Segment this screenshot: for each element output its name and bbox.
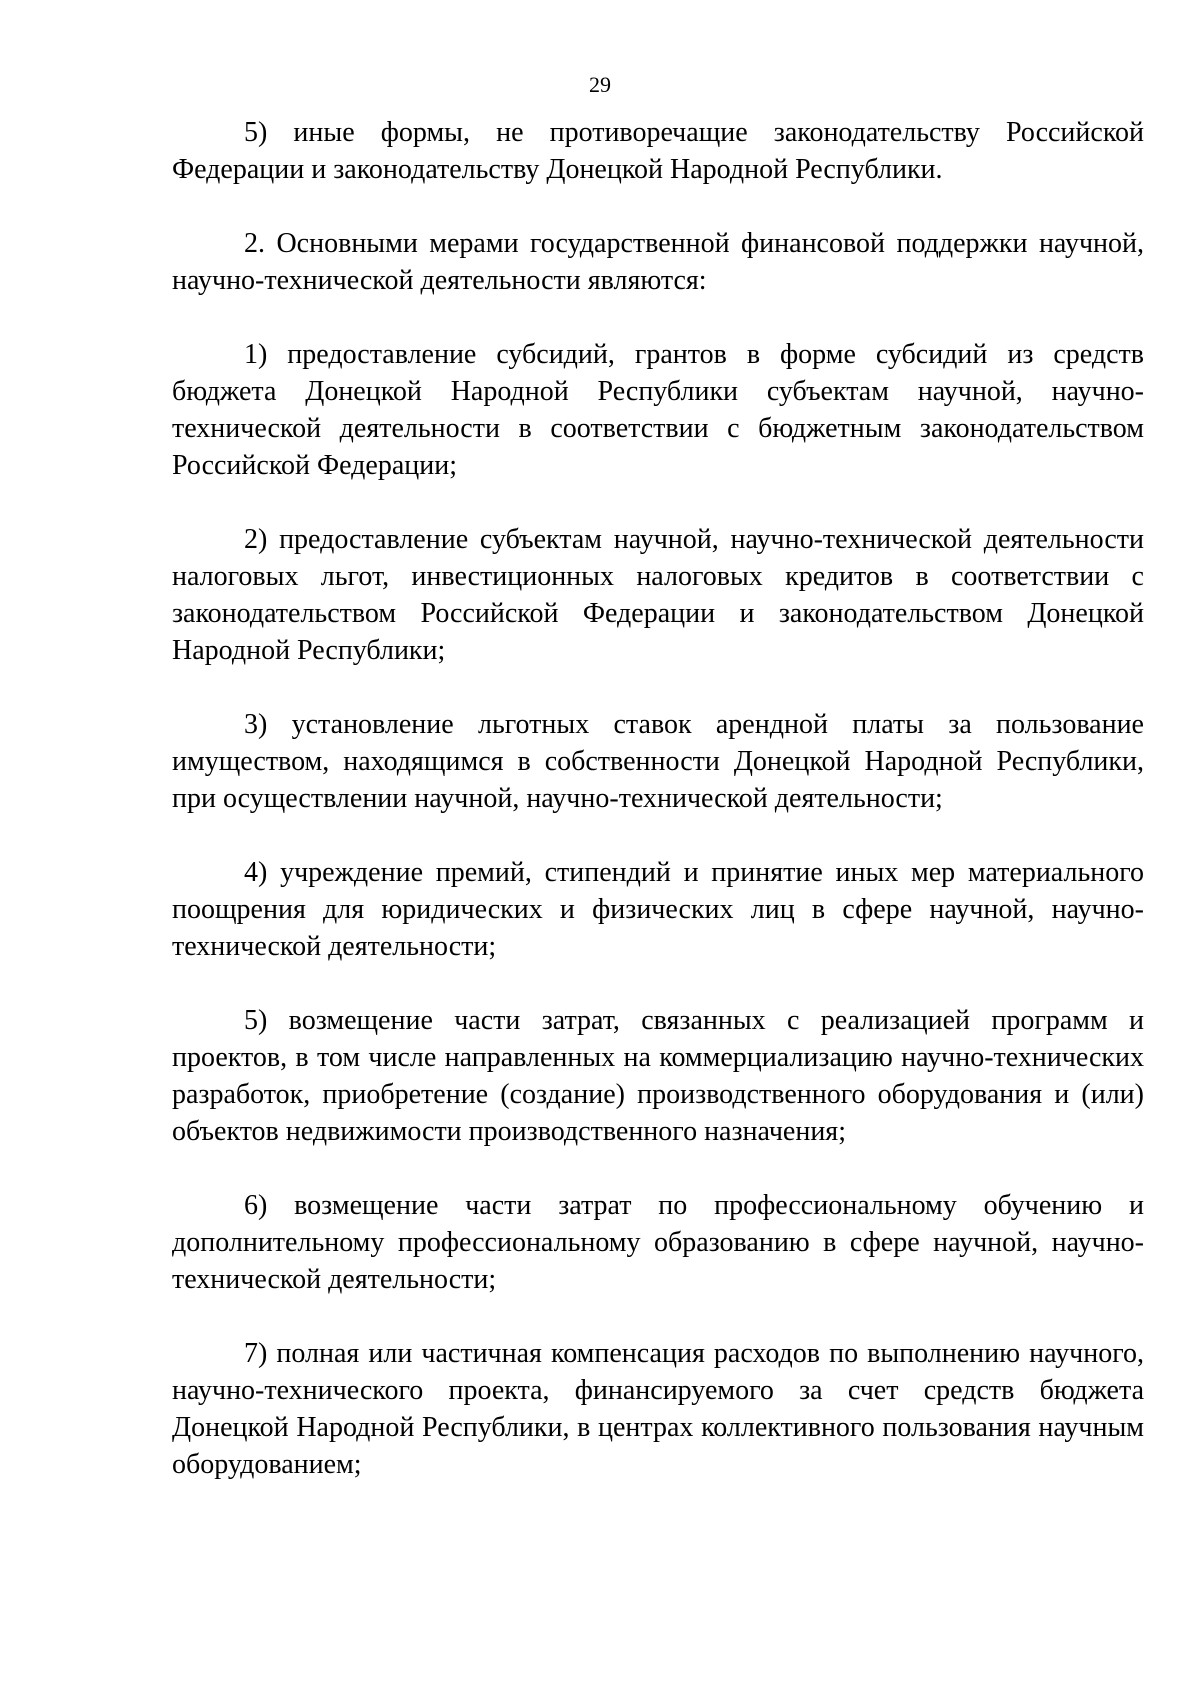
paragraph-item-3-rent-rates: 3) установление льготных ставок арендной платы за пользование имуществом, находящимся в собственности Донецкой Народной Республики, при осуществлении научной, научно-технической деятельности; — [172, 709, 1144, 814]
paragraph-item-2-tax-benefits: 2) предоставление субъектам научной, научно-технической деятельности налоговых льгот, инвестиционных налоговых кредитов в соответствии с законодательством Российской Федерации и законодательством Донецкой Народной Республики; — [172, 524, 1144, 666]
paragraph-section-2-intro: 2. Основными мерами государственной финансовой поддержки научной, научно-технической деятельности являются: — [172, 228, 1144, 296]
page-number: 29 — [589, 72, 611, 97]
paragraph-item-5-cost-reimbursement: 5) возмещение части затрат, связанных с реализацией программ и проектов, в том числе направленных на коммерциализацию научно-технических разработок, приобретение (создание) производственного оборудования и (или) объектов недвижимости производственного назначения; — [172, 1005, 1144, 1147]
paragraph-item-1-subsidies: 1) предоставление субсидий, грантов в форме субсидий из средств бюджета Донецкой Народной Республики субъектам научной, научно-технической деятельности в соответствии с бюджетным законодательством Российской Федерации; — [172, 339, 1144, 481]
paragraph-item-6-training-costs: 6) возмещение части затрат по профессиональному обучению и дополнительному профессиональному образованию в сфере научной, научно-технической деятельности; — [172, 1190, 1144, 1295]
paragraph-item-4-awards: 4) учреждение премий, стипендий и принятие иных мер материального поощрения для юридических и физических лиц в сфере научной, научно-технической деятельности; — [172, 857, 1144, 962]
paragraph-item-5-other-forms: 5) иные формы, не противоречащие законодательству Российской Федерации и законодательству Донецкой Народной Республики. — [172, 117, 1144, 185]
paragraph-item-7-expense-compensation: 7) полная или частичная компенсация расходов по выполнению научного, научно-технического проекта, финансируемого за счет средств бюджета Донецкой Народной Республики, в центрах коллективного пользования научным оборудованием; — [172, 1338, 1144, 1480]
document-body — [172, 114, 1144, 1520]
